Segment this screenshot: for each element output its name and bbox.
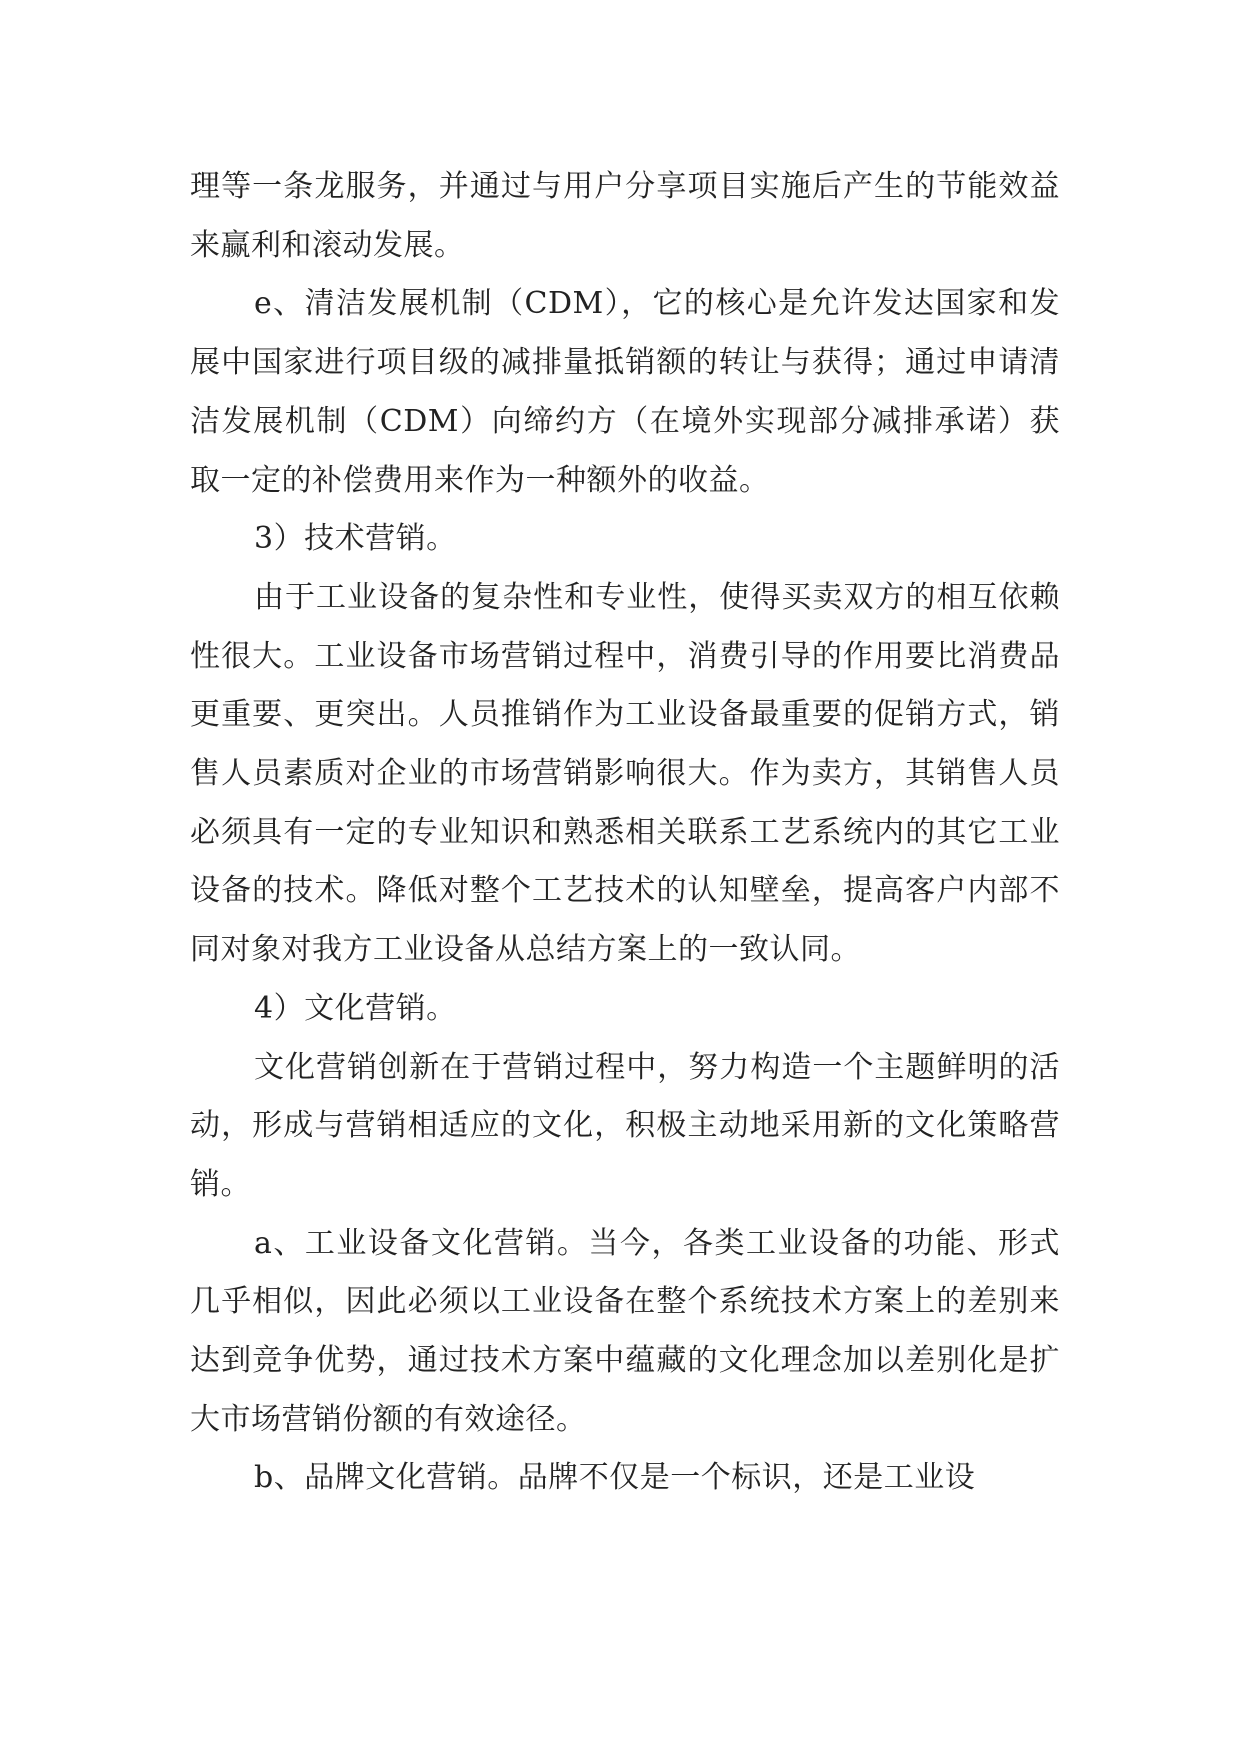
paragraph-4: 由于工业设备的复杂性和专业性，使得买卖双方的相互依赖性很大。工业设备市场营销过程中，消费引导的作用要比消费品更重要、更突出。人员推销作为工业设备最重要的促销方式，销售人员素质对企业的市场营销影响很大。作为卖方，其销售人员必须具有一定的专业知识和熟悉相关联系工艺系统内的其它工业设备的技术。降低对整个工艺技术的认知壁垒，提高客户内部不同对象对我方工业设备从总结方案上的一致认同。 [190,579,1060,968]
paragraph-1: 理等一条龙服务，并通过与用户分享项目实施后产生的节能效益来赢利和滚动发展。 [190,169,1060,263]
paragraph-3: 3）技术营销。 [254,521,457,557]
paragraph-6: 文化营销创新在于营销过程中，努力构造一个主题鲜明的活动，形成与营销相适应的文化，积极主动地采用新的文化策略营销。 [190,1049,1060,1202]
paragraph-2: e、清洁发展机制（CDM），它的核心是允许发达国家和发展中国家进行项目级的减排量抵销额的转让与获得；通过申请清洁发展机制（CDM）向缔约方（在境外实现部分减排承诺）获取一定的补偿费用来作为一种额外的收益。 [190,286,1060,498]
paragraph-7: a、工业设备文化营销。当今，各类工业设备的功能、形式几乎相似，因此必须以工业设备在整个系统技术方案上的差别来达到竞争优势，通过技术方案中蕴藏的文化理念加以差别化是扩大市场营销份额的有效途径。 [190,1225,1060,1437]
paragraph-5: 4）文化营销。 [254,990,457,1026]
paragraph-8: b、品牌文化营销。品牌不仅是一个标识，还是工业设 [254,1460,976,1496]
document-body [190,158,1060,1508]
